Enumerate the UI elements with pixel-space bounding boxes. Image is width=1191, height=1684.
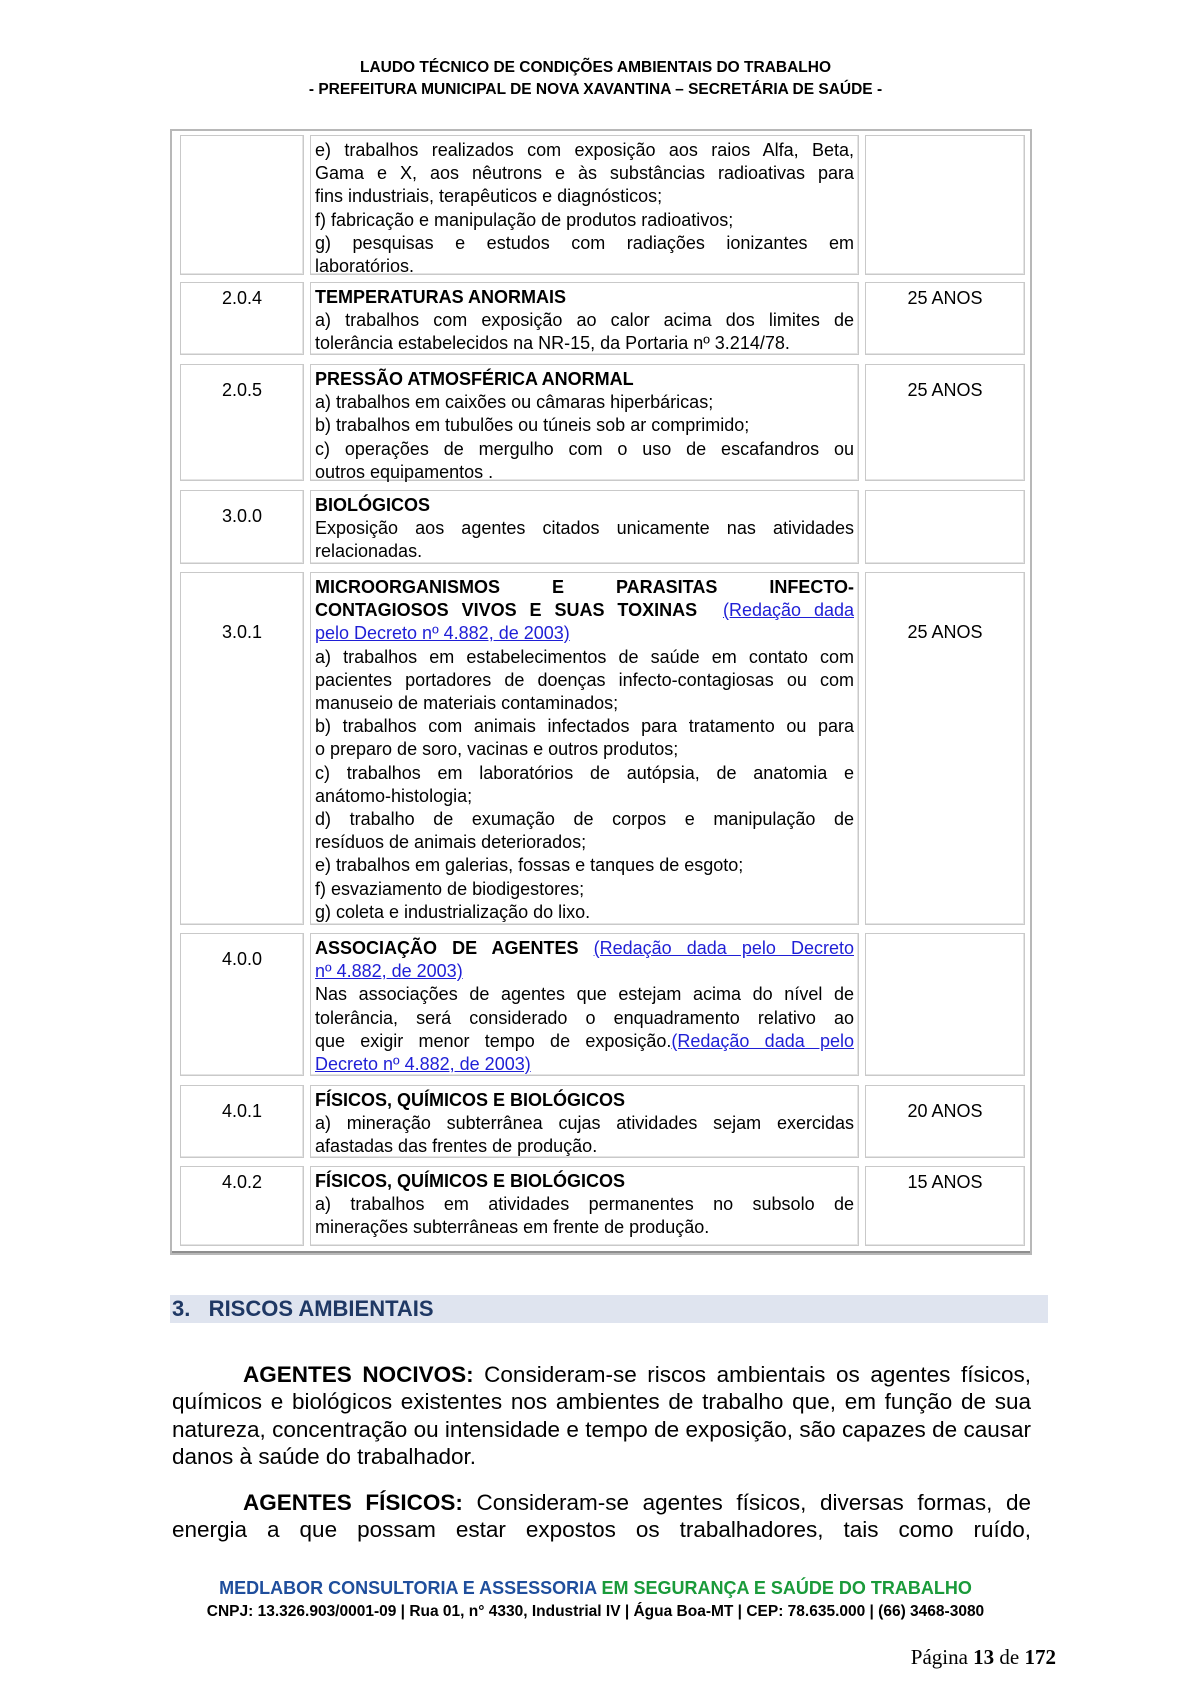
decree-link[interactable]: pelo Decreto nº 4.882, de 2003) xyxy=(315,623,570,644)
table-line: e) trabalhos realizados com exposição aos raios Alfa, Beta, xyxy=(315,140,854,160)
paragraph-text: Consideram-se riscos ambientais os agentes físicos, químicos e biológicos existentes nos ambientes de trabalho que, em função de sua natureza, concentração ou intensidade e tempo de exposição, são capazes de causar danos à saúde do trabalhador. xyxy=(172,1362,1031,1470)
table-code-cell: 4.0.1 xyxy=(180,1085,304,1158)
decree-link[interactable]: nº 4.882, de 2003) xyxy=(315,961,463,982)
table-line: laboratórios. xyxy=(315,256,415,277)
table-line: Exposição aos agentes citados unicamente nas atividades xyxy=(315,518,854,539)
table-line: pacientes portadores de doenças infecto-contagiosas ou com xyxy=(315,669,854,690)
table-desc-cell xyxy=(310,572,859,925)
table-row-title: FÍSICOS, QUÍMICOS E BIOLÓGICOS xyxy=(315,1171,626,1191)
table-line: c) operações de mergulho com o uso de escafandros ou xyxy=(315,438,854,459)
table-code-cell: 2.0.5 xyxy=(180,364,304,481)
table-line: afastadas das frentes de produção. xyxy=(315,1136,598,1157)
footer-company-tagline: EM SEGURANÇA E SAÚDE DO TRABALHO xyxy=(596,1578,972,1598)
table-code-cell: 4.0.0 xyxy=(180,933,304,1076)
table-line: a) trabalhos em estabelecimentos de saúde em contato com xyxy=(315,646,854,667)
header-subtitle: - PREFEITURA MUNICIPAL DE NOVA XAVANTINA – SECRETÁRIA DE SAÚDE - xyxy=(308,81,883,98)
table-desc-cell xyxy=(310,135,859,275)
decree-link[interactable]: Decreto nº 4.882, de 2003) xyxy=(315,1054,531,1075)
table-desc-cell xyxy=(310,364,859,481)
table-years-cell: 25 ANOS xyxy=(865,282,1025,355)
paragraph-agentes-nocivos xyxy=(172,1361,1031,1471)
table-line: f) fabricação e manipulação de produtos radioativos; xyxy=(315,209,734,230)
table-line: f) esvaziamento de biodigestores; xyxy=(315,878,585,899)
table-years-cell xyxy=(865,933,1025,1076)
paragraph-agentes-fisicos xyxy=(172,1489,1031,1544)
table-code-cell xyxy=(180,135,304,275)
table-line: fins industriais, terapêuticos e diagnósticos; xyxy=(315,186,663,207)
paragraph-text: Consideram-se agentes físicos, diversas formas, de energia a que possam estar expostos os trabalhadores, tais como ruído, xyxy=(172,1490,1031,1543)
table-row-title: MICROORGANISMOS E PARASITAS INFECTO- xyxy=(315,577,854,597)
document-header xyxy=(0,57,1191,101)
table-line: a) trabalhos com exposição ao calor acima dos limites de xyxy=(315,310,854,331)
table-line: relacionadas. xyxy=(315,541,423,562)
table-code-cell: 4.0.2 xyxy=(180,1166,304,1246)
header-title: LAUDO TÉCNICO DE CONDIÇÕES AMBIENTAIS DO TRABALHO xyxy=(359,59,832,76)
table-desc-cell xyxy=(310,1166,859,1246)
table-line: o preparo de soro, vacinas e outros produtos; xyxy=(315,739,679,760)
paragraph-lead: AGENTES FÍSICOS: xyxy=(243,1490,463,1515)
table-line: g) pesquisas e estudos com radiações ionizantes em xyxy=(315,232,854,253)
table-line: a) mineração subterrânea cujas atividades sejam exercidas xyxy=(315,1113,854,1134)
footer-info: CNPJ: 13.326.903/0001-09 | Rua 01, n° 4330, Industrial IV | Água Boa-MT | CEP: 78.635.000 | (66) 3468-3080 xyxy=(206,1603,985,1620)
table-line: d) trabalho de exumação de corpos e manipulação de xyxy=(315,809,854,830)
table-desc-cell xyxy=(310,933,859,1076)
decree-link[interactable]: (Redação dada xyxy=(722,600,854,621)
table-row-title: FÍSICOS, QUÍMICOS E BIOLÓGICOS xyxy=(315,1090,626,1110)
decree-link[interactable]: (Redação dada pelo Decreto xyxy=(593,938,854,958)
table-line: anátomo-histologia; xyxy=(315,785,473,806)
table-line: minerações subterrâneas em frente de produção. xyxy=(315,1217,710,1238)
table-line: Nas associações de agentes que estejam acima do nível de xyxy=(315,984,854,1005)
table-desc-cell xyxy=(310,1085,859,1158)
table-row-title: ASSOCIAÇÃO DE AGENTES xyxy=(315,938,579,958)
table-years-cell: 15 ANOS xyxy=(865,1166,1025,1246)
table-line: tolerância estabelecidos na NR-15, da Portaria nº 3.214/78. xyxy=(315,333,790,354)
table-desc-cell xyxy=(310,490,859,564)
table-years-cell: 25 ANOS xyxy=(865,364,1025,481)
table-line: que exigir menor tempo de exposição. xyxy=(315,1030,672,1051)
table-years-cell: 20 ANOS xyxy=(865,1085,1025,1158)
paragraph-lead: AGENTES NOCIVOS: xyxy=(243,1362,474,1387)
table-line: resíduos de animais deteriorados; xyxy=(315,832,587,853)
table-line: manuseio de materiais contaminados; xyxy=(315,693,619,714)
table-years-cell xyxy=(865,135,1025,275)
table-code-cell: 3.0.1 xyxy=(180,572,304,925)
table-row-title: BIOLÓGICOS xyxy=(315,495,431,515)
table-row-title: CONTAGIOSOS VIVOS E SUAS TOXINAS xyxy=(315,600,698,621)
table-row-title: PRESSÃO ATMOSFÉRICA ANORMAL xyxy=(315,369,634,389)
page-total: 172 xyxy=(1024,1645,1056,1669)
table-code-cell: 2.0.4 xyxy=(180,282,304,355)
table-line: a) trabalhos em atividades permanentes no subsolo de xyxy=(315,1194,854,1215)
table-line: b) trabalhos com animais infectados para tratamento ou para xyxy=(315,716,854,737)
table-line: e) trabalhos em galerias, fossas e tanques de esgoto; xyxy=(315,855,744,876)
table-line: b) trabalhos em tubulões ou túneis sob ar comprimido; xyxy=(315,415,750,436)
table-line: outros equipamentos . xyxy=(315,461,494,482)
section-title: 3. RISCOS AMBIENTAIS xyxy=(172,1296,434,1321)
table-desc-cell xyxy=(310,282,859,355)
footer-company-name: MEDLABOR CONSULTORIA E ASSESSORIA xyxy=(219,1578,597,1598)
decree-link[interactable]: (Redação dada pelo xyxy=(671,1030,854,1051)
table-line: g) coleta e industrialização do lixo. xyxy=(315,901,591,922)
page-current: 13 xyxy=(973,1645,995,1669)
risk-table xyxy=(170,129,1032,1255)
table-code-cell: 3.0.0 xyxy=(180,490,304,564)
table-line: a) trabalhos em caixões ou câmaras hiperbáricas; xyxy=(315,392,714,413)
table-line: tolerância, será considerado o enquadramento relativo ao xyxy=(315,1007,854,1028)
page-number: Página 13 de 172 xyxy=(910,1645,1056,1669)
table-years-cell xyxy=(865,490,1025,564)
table-row-title: TEMPERATURAS ANORMAIS xyxy=(315,287,566,307)
table-line: Gama e X, aos nêutrons e às substâncias radioativas para xyxy=(315,163,854,184)
footer-company xyxy=(0,1576,1191,1600)
table-line: c) trabalhos em laboratórios de autópsia, de anatomia e xyxy=(315,762,854,783)
table-years-cell: 25 ANOS xyxy=(865,572,1025,925)
